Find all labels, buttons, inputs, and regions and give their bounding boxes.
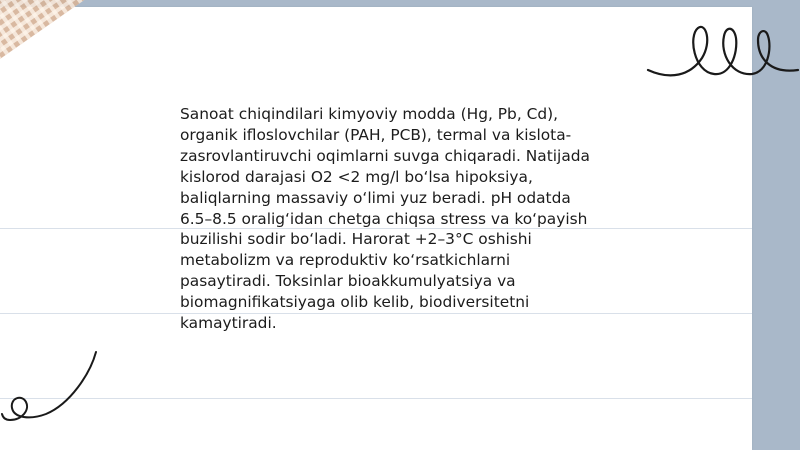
text-line: zasrovlantiruvchi oqimlarni suvga chiqaradi. Natijada: [180, 146, 590, 165]
note-body-text: [180, 104, 620, 334]
text-line: metabolizm va reproduktiv ko‘rsatkichlarni: [180, 251, 511, 270]
loop-scribble-top-right: [640, 14, 800, 84]
text-line: kamaytiradi.: [180, 314, 277, 333]
text-line: 6.5–8.5 oralig‘idan chetga chiqsa stress va ko‘payish: [180, 209, 588, 228]
text-line: biomagnifikatsiyaga olib kelib, biodiversitetni: [180, 293, 530, 312]
text-line: Sanoat chiqindilari kimyoviy modda (Hg, Pb, Cd),: [180, 105, 559, 123]
text-line: pasaytiradi. Toksinlar bioakkumulyatsiya va: [180, 272, 516, 291]
curl-scribble-bottom-left: [0, 348, 100, 428]
ruled-line: [0, 398, 752, 399]
text-line: organik ifloslovchilar (PAH, PCB), termal va kislota-: [180, 125, 572, 144]
text-line: buzilishi sodir bo‘ladi. Harorat +2–3°C oshishi: [180, 230, 532, 249]
text-line: kislorod darajasi O2 <2 mg/l bo‘lsa hipoksiya,: [180, 167, 533, 186]
text-line: baliqlarning massaviy o‘limi yuz beradi. pH odatda: [180, 188, 571, 207]
